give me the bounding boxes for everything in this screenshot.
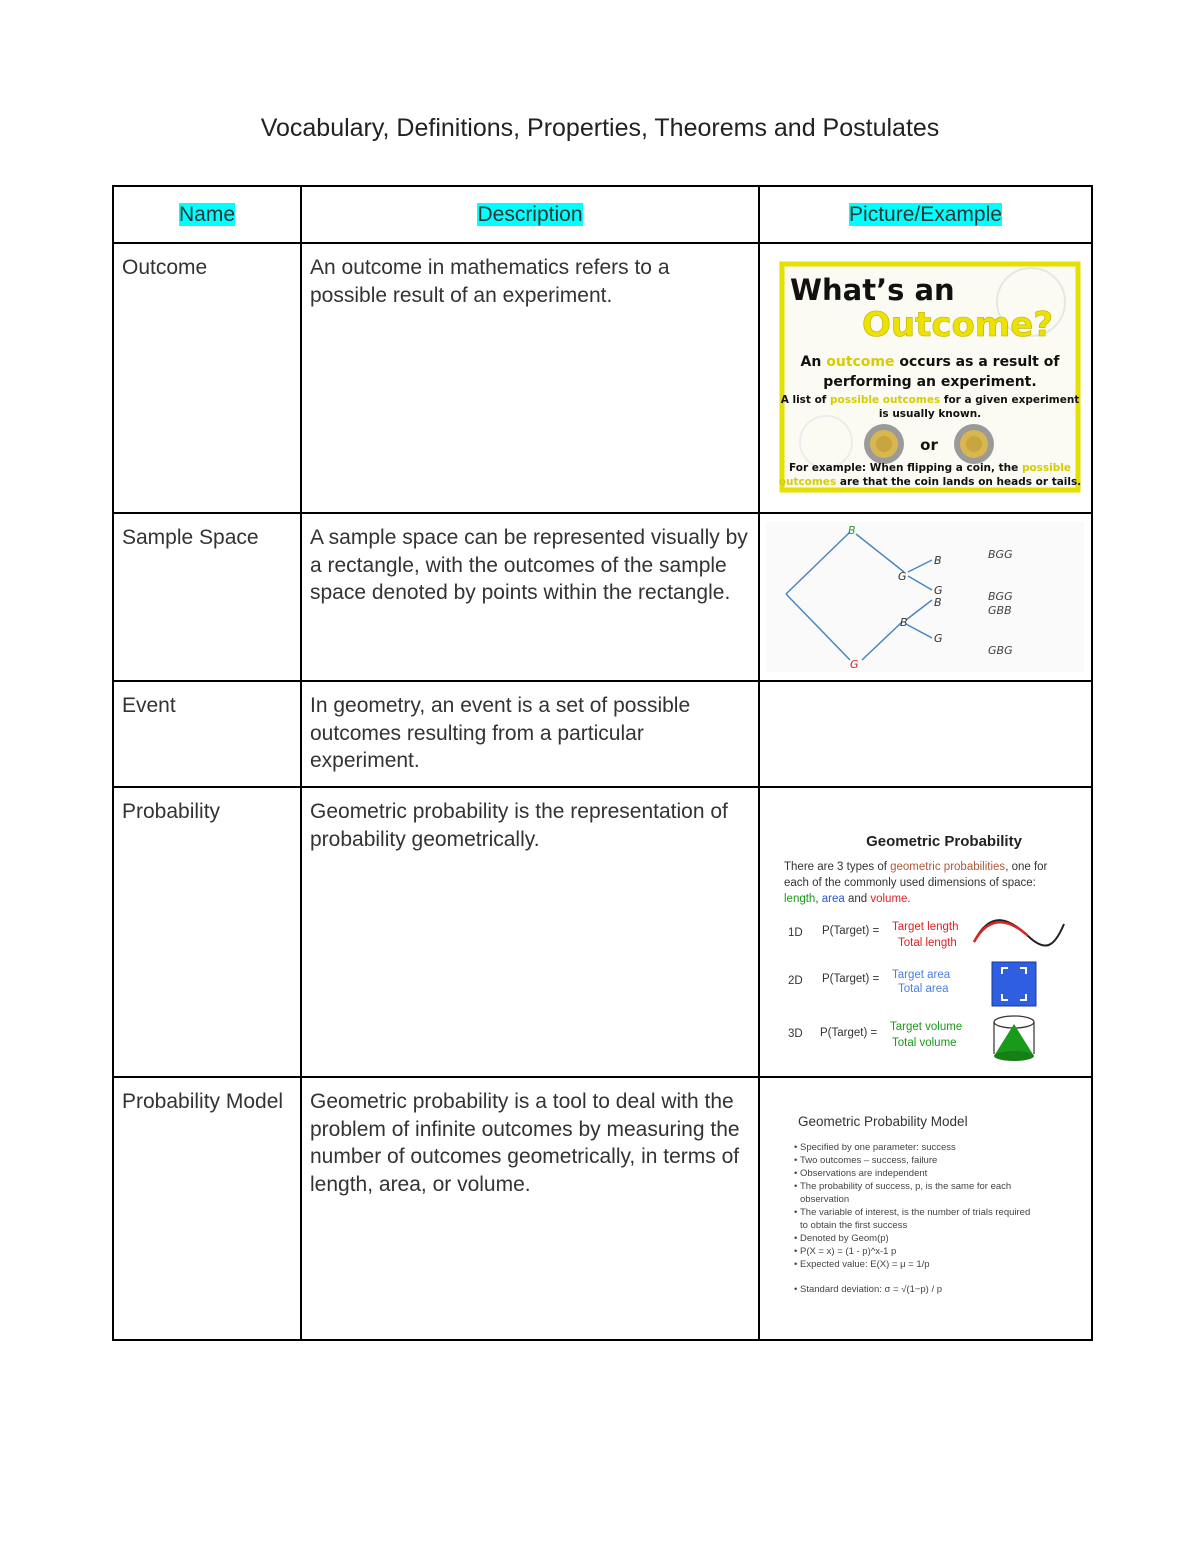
model-bullet: Expected value: E(X) = μ = 1/p [800, 1259, 930, 1270]
table-row [113, 243, 1092, 513]
model-bullet: Standard deviation: σ = √(1−p) / p [800, 1284, 943, 1295]
geo-prob-title: Geometric Probability [866, 833, 1022, 850]
target-length-icon [974, 922, 1028, 942]
model-bullet-marker: • [794, 1233, 798, 1244]
term-name: Probability Model [113, 1077, 301, 1340]
prob-denominator: Total volume [892, 1037, 957, 1049]
picture-cell-empty [759, 681, 1092, 787]
outcome-image [766, 252, 1085, 502]
geo-prob-intro-1: There are 3 types of geometric probabilities, one for [784, 861, 1048, 873]
model-bullet-cont: observation [800, 1194, 850, 1205]
coin-tails-icon [954, 424, 994, 464]
model-bullet-marker: • [794, 1284, 798, 1295]
coin-heads-icon [864, 424, 904, 464]
outcome-or: or [920, 436, 938, 454]
prob-lhs: P(Target) = [820, 1027, 878, 1039]
term-description: Geometric probability is the representation of probability geometrically. [301, 787, 759, 1077]
term-description: Geometric probability is a tool to deal with the problem of infinite outcomes by measuring the number of outcomes geometrically, in terms of length, area, or volume. [301, 1077, 759, 1340]
model-bullet-cont: to obtain the first success [800, 1220, 908, 1231]
table-row [113, 787, 1092, 1077]
page-title: Vocabulary, Definitions, Properties, Theorems and Postulates [260, 114, 940, 142]
vocabulary-table [112, 185, 1093, 1341]
tree-outcome: GBB [988, 604, 1012, 617]
model-bullet-marker: • [794, 1259, 798, 1270]
prob-numerator: Target length [892, 921, 959, 933]
tree-node: B [934, 596, 942, 609]
geo-prob-intro-3: length, area and volume. [784, 893, 911, 905]
term-description: In geometry, an event is a set of possible outcomes resulting from a particular experiment. [301, 681, 759, 787]
model-bullet-marker: • [794, 1168, 798, 1179]
table-row [113, 1077, 1092, 1340]
model-bullet: Observations are independent [800, 1168, 928, 1179]
term-name: Probability [113, 787, 301, 1077]
prob-denominator: Total length [898, 937, 957, 949]
outcome-line-2: performing an experiment. [823, 374, 1037, 390]
picture-cell [759, 787, 1092, 1077]
term-name: Outcome [113, 243, 301, 513]
tree-node: B [848, 524, 856, 537]
model-bullet-marker: • [794, 1246, 798, 1257]
geo-prob-intro-2: each of the commonly used dimensions of space: [784, 877, 1036, 889]
tree-node: B [934, 554, 942, 567]
prob-numerator: Target volume [890, 1021, 963, 1033]
header-name: Name [178, 202, 236, 226]
model-bullet-marker: • [794, 1207, 798, 1218]
outcome-line-6: outcomes are that the coin lands on heads or tails. [778, 476, 1082, 488]
probability-model-image [766, 1086, 1085, 1326]
model-bullet-marker: • [794, 1155, 798, 1166]
model-bullet-marker: • [794, 1181, 798, 1192]
header-name-cell [113, 186, 301, 243]
model-bullet-marker: • [794, 1142, 798, 1153]
tree-node: G [934, 584, 943, 597]
outcome-line-1: An outcome occurs as a result of [800, 354, 1060, 370]
prob-lhs: P(Target) = [822, 925, 880, 937]
table-row [113, 513, 1092, 681]
outcome-line-3: A list of possible outcomes for a given experiment [780, 394, 1080, 406]
header-picture-cell [759, 186, 1092, 243]
geometric-probability-image [766, 796, 1085, 1066]
model-bullet: P(X = x) = (1 - p)^x-1 p [800, 1246, 897, 1257]
term-name: Sample Space [113, 513, 301, 681]
dim-label: 3D [788, 1028, 803, 1040]
tree-node: G [898, 570, 907, 583]
term-description: An outcome in mathematics refers to a possible result of an experiment. [301, 243, 759, 513]
outcome-line-5: For example: When flipping a coin, the possible [788, 462, 1072, 474]
prob-lhs: P(Target) = [822, 973, 880, 985]
tree-node: B [900, 616, 908, 629]
outcome-heading-2: Outcome? [862, 305, 1054, 345]
dim-label: 2D [788, 975, 803, 987]
picture-cell [759, 243, 1092, 513]
tree-node: G [850, 658, 859, 671]
tree-node: G [934, 632, 943, 645]
term-name: Event [113, 681, 301, 787]
tree-outcome: BGG [988, 548, 1013, 561]
volume-cone-icon [994, 1016, 1034, 1061]
table-header-row [113, 186, 1092, 243]
model-bullet: The probability of success, p, is the same for each [800, 1181, 1012, 1192]
curve-length-icon [974, 920, 1064, 945]
tree-outcome: BGG [988, 590, 1013, 603]
prob-numerator: Target area [892, 969, 951, 981]
model-bullet: The variable of interest, is the number of trials required [800, 1207, 1031, 1218]
tree-outcome: GBG [988, 644, 1013, 657]
area-square-icon [992, 962, 1036, 1006]
header-description: Description [477, 202, 583, 226]
outcome-heading-1: What’s an [790, 273, 955, 307]
tree-diagram-image [766, 522, 1085, 672]
prob-denominator: Total area [898, 983, 949, 995]
header-description-cell [301, 186, 759, 243]
geo-model-title: Geometric Probability Model [798, 1114, 968, 1129]
picture-cell [759, 513, 1092, 681]
model-bullet: Specified by one parameter: success [800, 1142, 956, 1153]
dim-label: 1D [788, 927, 803, 939]
header-picture: Picture/Example [849, 202, 1002, 226]
table-row [113, 681, 1092, 787]
model-bullet: Denoted by Geom(p) [800, 1233, 889, 1244]
outcome-line-4: is usually known. [878, 408, 982, 420]
model-bullet: Two outcomes – success, failure [800, 1155, 938, 1166]
picture-cell [759, 1077, 1092, 1340]
term-description: A sample space can be represented visually by a rectangle, with the outcomes of the sample space denoted by points within the rectangle. [301, 513, 759, 681]
